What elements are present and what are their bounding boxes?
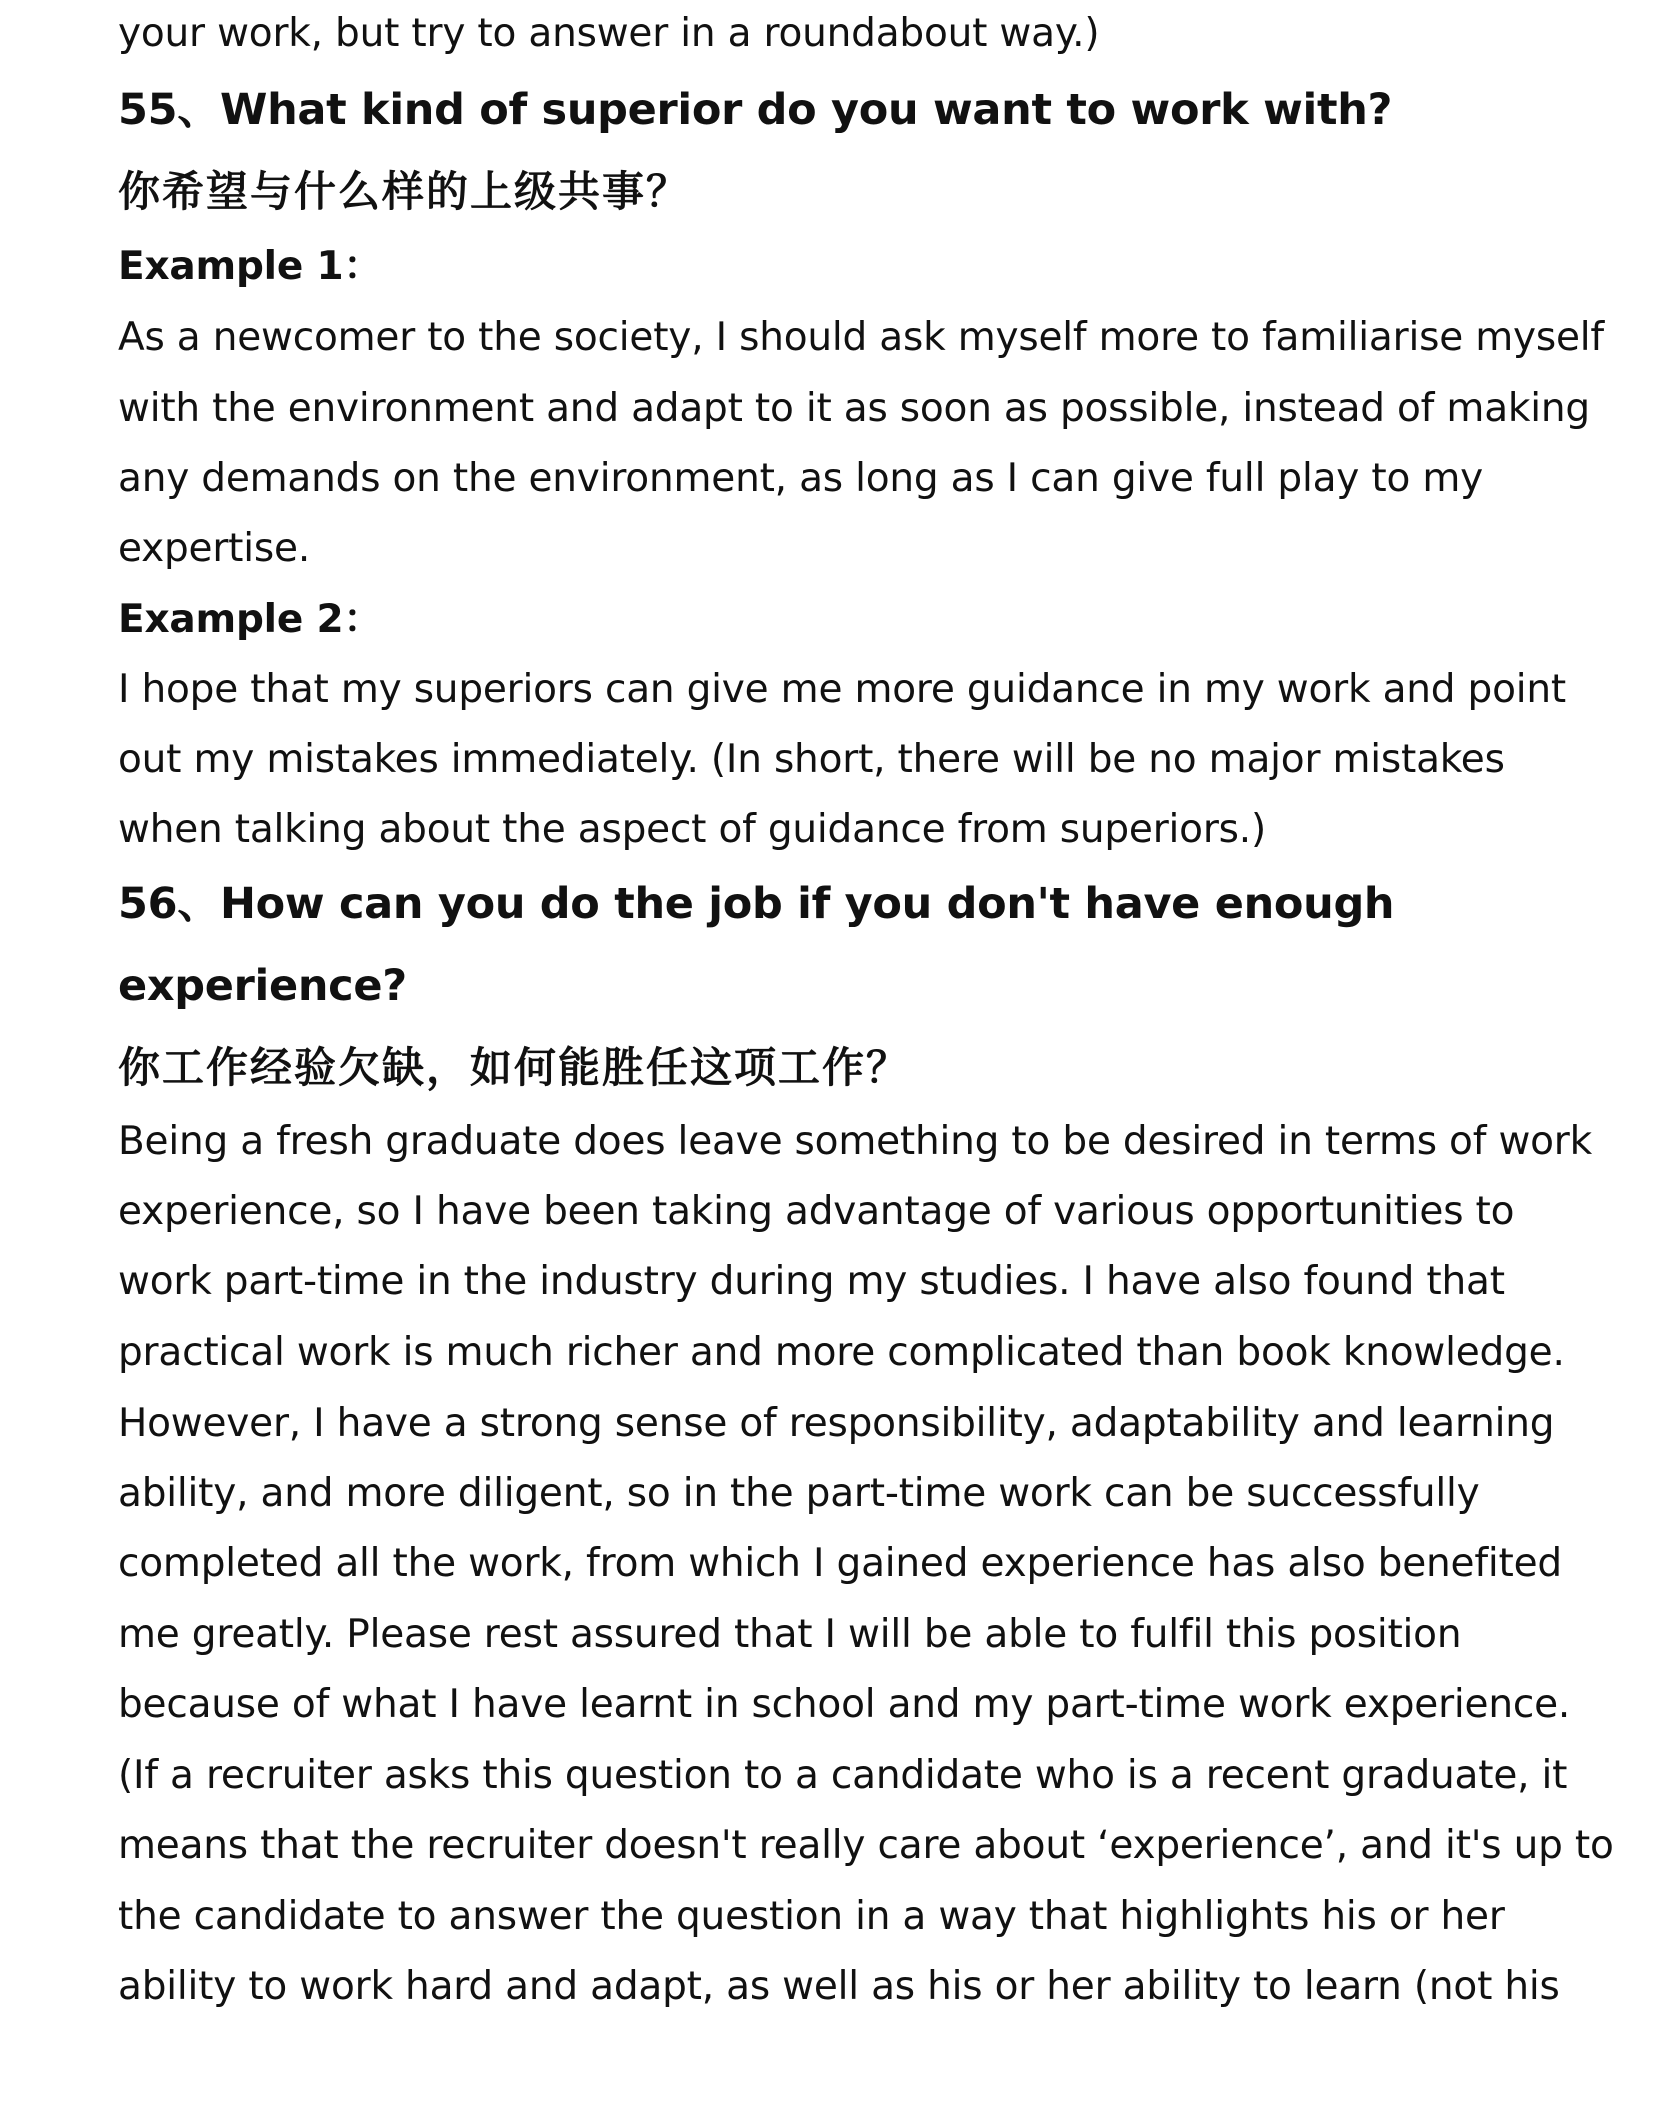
example-2-line: I hope that my superiors can give me more guidance in my work and point — [118, 667, 1567, 712]
example-1-line: with the environment and adapt to it as soon as possible, instead of making — [118, 386, 1590, 431]
answer-line: completed all the work, from which I gained experience has also benefited — [118, 1541, 1562, 1586]
answer-line: me greatly. Please rest assured that I will be able to fulfil this position — [118, 1612, 1462, 1657]
answer-line: However, I have a strong sense of responsibility, adaptability and learning — [118, 1401, 1555, 1446]
example-1-label: Example 1： — [118, 244, 383, 289]
answer-line: Being a fresh graduate does leave something to be desired in terms of work — [118, 1119, 1593, 1164]
example-1-line: expertise. — [118, 526, 311, 571]
answer-line: (If a recruiter asks this question to a candidate who is a recent graduate, it — [118, 1753, 1568, 1798]
question-56-title-en: 56、How can you do the job if you don't have enough — [118, 879, 1395, 929]
answer-line: experience, so I have been taking advantage of various opportunities to — [118, 1189, 1515, 1234]
answer-line: ability to work hard and adapt, as well as his or her ability to learn (not his — [118, 1964, 1560, 2009]
answer-line: the candidate to answer the question in a way that highlights his or her — [118, 1894, 1505, 1939]
answer-line: ability, and more diligent, so in the part-time work can be successfully — [118, 1471, 1480, 1516]
example-1-line: As a newcomer to the society, I should ask myself more to familiarise myself — [118, 315, 1604, 360]
example-2-line: when talking about the aspect of guidance from superiors.) — [118, 807, 1267, 852]
answer-line: because of what I have learnt in school and my part-time work experience. — [118, 1682, 1571, 1727]
question-56-title-zh: 你工作经验欠缺，如何能胜任这项工作？ — [118, 1043, 911, 1092]
question-56-title-en: experience? — [118, 961, 407, 1011]
example-1-line: any demands on the environment, as long as I can give full play to my — [118, 456, 1483, 501]
question-55-title-en: 55、What kind of superior do you want to work with? — [118, 85, 1393, 135]
answer-line: practical work is much richer and more complicated than book knowledge. — [118, 1330, 1565, 1375]
intro-tail-line: your work, but try to answer in a roundabout way.) — [118, 11, 1100, 56]
answer-line: means that the recruiter doesn't really care about ‘experience’, and it's up to — [118, 1823, 1614, 1868]
example-2-label: Example 2： — [118, 597, 383, 642]
answer-line: work part-time in the industry during my studies. I have also found that — [118, 1259, 1505, 1304]
question-55-title-zh: 你希望与什么样的上级共事？ — [118, 167, 691, 216]
example-2-line: out my mistakes immediately. (In short, there will be no major mistakes — [118, 737, 1505, 782]
